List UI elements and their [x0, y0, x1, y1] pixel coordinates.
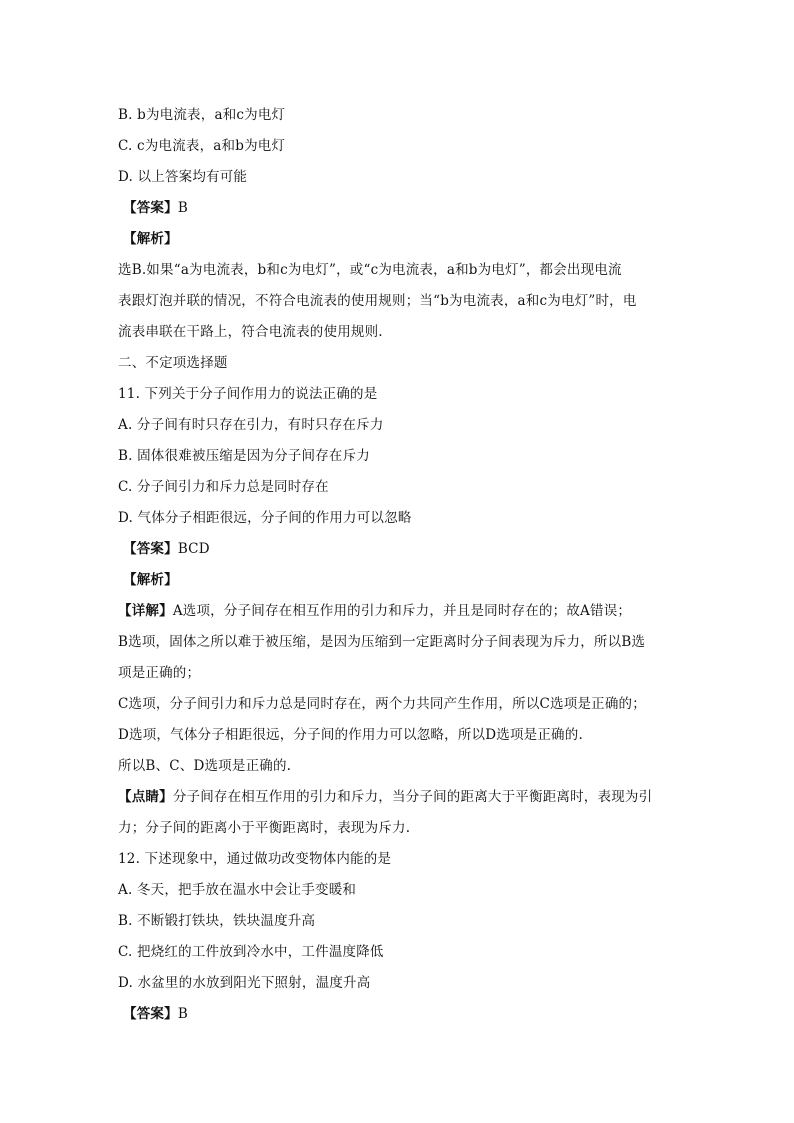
detail-tag: 【详解】: [118, 603, 173, 619]
section-title: 二、不定项选择题: [118, 355, 228, 371]
q11-analysis-heading: [118, 565, 678, 596]
q10-analysis-line: 选B.如果“a为电流表，b和c为电灯”，或“c为电流表，a和b为电灯”，都会出现电流: [118, 262, 622, 278]
answer-tag: 【答案】: [123, 541, 178, 557]
q11-detail-line: C选项，分子间引力和斥力总是同时存在，两个力共同产生作用，所以C选项是正确的；: [118, 696, 646, 712]
q11-detail-line: B选项，固体之所以难于被压缩，是因为压缩到一定距离时分子间表现为斥力，所以B选: [118, 634, 646, 650]
q12-option-c: C. 把烧红的工件放到冷水中，工件温度降低: [118, 944, 384, 960]
q10-analysis-heading: [118, 224, 678, 255]
q12-answer: [118, 999, 678, 1030]
q11-detail-line: 项是正确的；: [118, 665, 201, 681]
q11-detail-line: D选项，气体分子相距很远，分子间的作用力可以忽略，所以D选项是正确的.: [118, 727, 583, 743]
q11-detail-line: 所以B、C、D选项是正确的.: [118, 758, 292, 774]
q11-detail-line: [118, 596, 678, 627]
q10-analysis-line: 表跟灯泡并联的情况，不符合电流表的使用规则；当“b为电流表，a和c为电灯”时，电: [118, 293, 637, 309]
document-page: [118, 100, 678, 1030]
q11-point-line: 力；分子间的距离小于平衡距离时，表现为斥力.: [118, 820, 411, 836]
q12-option-a: A. 冬天，把手放在温水中会让手变暖和: [118, 882, 357, 898]
q10-option-c: C. c为电流表，a和b为电灯: [118, 138, 286, 154]
answer-value: BCD: [177, 541, 210, 557]
answer-value: B: [177, 1006, 188, 1022]
answer-tag: 【答案】: [123, 1006, 178, 1022]
answer-tag: 【答案】: [123, 200, 178, 216]
analysis-tag: 【解析】: [123, 572, 178, 588]
q10-analysis-line: 流表串联在干路上，符合电流表的使用规则.: [118, 324, 383, 340]
q12-stem: 12. 下述现象中，通过做功改变物体内能的是: [118, 851, 392, 867]
q11-option-d: D. 气体分子相距很远，分子间的作用力可以忽略: [118, 510, 412, 526]
q11-stem: 11. 下列关于分子间作用力的说法正确的是: [118, 386, 378, 402]
q10-answer: [118, 193, 678, 224]
answer-value: B: [177, 200, 188, 216]
q11-answer: [118, 534, 678, 565]
q10-option-d: D. 以上答案均有可能: [118, 169, 248, 185]
point-tag: 【点睛】: [118, 789, 173, 805]
q11-option-b: B. 固体很难被压缩是因为分子间存在斥力: [118, 448, 371, 464]
q10-option-b: B. b为电流表，a和c为电灯: [118, 107, 286, 123]
q11-option-c: C. 分子间引力和斥力总是同时存在: [118, 479, 329, 495]
analysis-tag: 【解析】: [123, 231, 178, 247]
q11-point-line: [118, 782, 678, 813]
q12-option-d: D. 水盆里的水放到阳光下照射，温度升高: [118, 975, 371, 991]
point-text: 分子间存在相互作用的引力和斥力，当分子间的距离大于平衡距离时，表现为引: [172, 789, 653, 805]
detail-text: A选项，分子间存在相互作用的引力和斥力，并且是同时存在的；故A错误；: [172, 603, 632, 619]
q12-option-b: B. 不断锻打铁块，铁块温度升高: [118, 913, 316, 929]
q11-option-a: A. 分子间有时只存在引力，有时只存在斥力: [118, 417, 384, 433]
